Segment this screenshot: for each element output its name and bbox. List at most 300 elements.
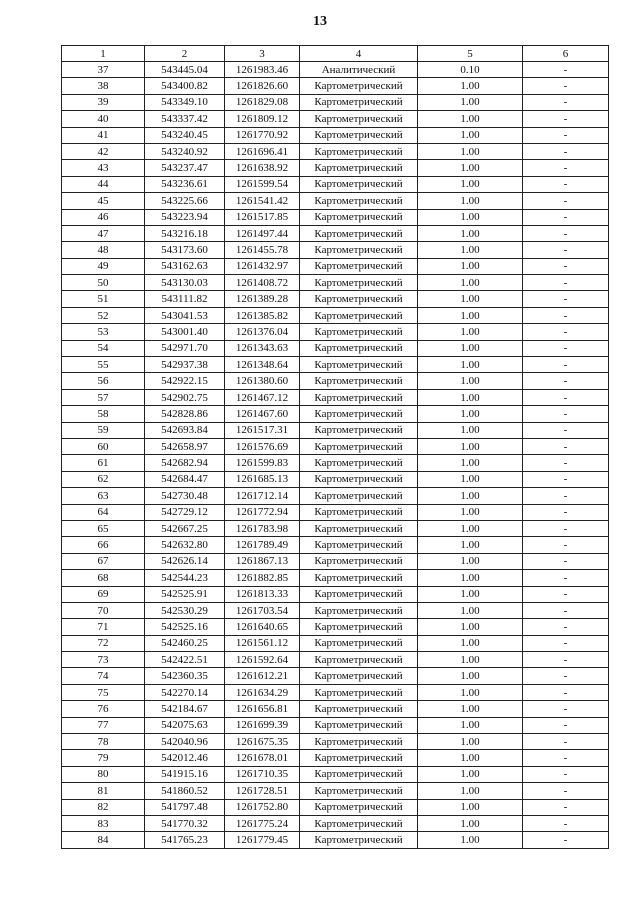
cell-method: Картометрический: [300, 586, 418, 602]
table-row: [62, 537, 609, 553]
cell-note: -: [523, 832, 609, 848]
cell-method: Картометрический: [300, 357, 418, 373]
cell-y-coordinate: 1261634.29: [225, 684, 300, 700]
cell-x-coordinate: 542075.63: [145, 717, 225, 733]
table-row: [62, 717, 609, 733]
cell-method: Картометрический: [300, 275, 418, 291]
cell-accuracy: 1.00: [418, 799, 523, 815]
cell-point-number: 82: [62, 799, 145, 815]
cell-x-coordinate: 542360.35: [145, 668, 225, 684]
cell-point-number: 37: [62, 62, 145, 78]
cell-y-coordinate: 1261696.41: [225, 143, 300, 159]
cell-x-coordinate: 541765.23: [145, 832, 225, 848]
table-row: [62, 701, 609, 717]
cell-method: Картометрический: [300, 373, 418, 389]
table-row: [62, 389, 609, 405]
table-row: [62, 176, 609, 192]
cell-x-coordinate: 543337.42: [145, 111, 225, 127]
cell-y-coordinate: 1261385.82: [225, 307, 300, 323]
cell-y-coordinate: 1261728.51: [225, 783, 300, 799]
cell-note: -: [523, 62, 609, 78]
cell-accuracy: 1.00: [418, 422, 523, 438]
cell-point-number: 67: [62, 553, 145, 569]
cell-accuracy: 1.00: [418, 783, 523, 799]
cell-note: -: [523, 537, 609, 553]
cell-accuracy: 1.00: [418, 684, 523, 700]
cell-y-coordinate: 1261455.78: [225, 242, 300, 258]
cell-point-number: 51: [62, 291, 145, 307]
cell-point-number: 49: [62, 258, 145, 274]
column-header-3: 3: [225, 46, 300, 62]
table-header: [62, 46, 609, 62]
cell-method: Картометрический: [300, 111, 418, 127]
cell-method: Картометрический: [300, 455, 418, 471]
cell-y-coordinate: 1261517.31: [225, 422, 300, 438]
cell-x-coordinate: 543216.18: [145, 225, 225, 241]
cell-y-coordinate: 1261592.64: [225, 652, 300, 668]
cell-point-number: 38: [62, 78, 145, 94]
cell-point-number: 66: [62, 537, 145, 553]
cell-note: -: [523, 504, 609, 520]
cell-note: -: [523, 242, 609, 258]
coordinates-table: [61, 45, 609, 849]
cell-y-coordinate: 1261599.54: [225, 176, 300, 192]
cell-method: Картометрический: [300, 488, 418, 504]
cell-accuracy: 1.00: [418, 357, 523, 373]
cell-y-coordinate: 1261882.85: [225, 570, 300, 586]
table-row: [62, 684, 609, 700]
cell-method: Картометрический: [300, 570, 418, 586]
cell-x-coordinate: 542658.97: [145, 438, 225, 454]
table-row: [62, 406, 609, 422]
cell-method: Картометрический: [300, 652, 418, 668]
cell-note: -: [523, 602, 609, 618]
cell-point-number: 73: [62, 652, 145, 668]
cell-note: -: [523, 734, 609, 750]
cell-note: -: [523, 143, 609, 159]
cell-note: -: [523, 78, 609, 94]
table-row: [62, 225, 609, 241]
cell-method: Картометрический: [300, 619, 418, 635]
cell-method: Картометрический: [300, 635, 418, 651]
table-row: [62, 62, 609, 78]
table-row: [62, 619, 609, 635]
cell-x-coordinate: 543223.94: [145, 209, 225, 225]
cell-point-number: 62: [62, 471, 145, 487]
cell-point-number: 52: [62, 307, 145, 323]
table-row: [62, 586, 609, 602]
cell-x-coordinate: 543236.61: [145, 176, 225, 192]
cell-note: -: [523, 357, 609, 373]
cell-x-coordinate: 543240.45: [145, 127, 225, 143]
cell-y-coordinate: 1261541.42: [225, 193, 300, 209]
cell-accuracy: 1.00: [418, 471, 523, 487]
cell-note: -: [523, 291, 609, 307]
cell-accuracy: 1.00: [418, 438, 523, 454]
table-row: [62, 193, 609, 209]
cell-x-coordinate: 542828.86: [145, 406, 225, 422]
cell-x-coordinate: 542693.84: [145, 422, 225, 438]
table-row: [62, 635, 609, 651]
cell-point-number: 47: [62, 225, 145, 241]
table-row: [62, 750, 609, 766]
cell-note: -: [523, 701, 609, 717]
cell-accuracy: 1.00: [418, 258, 523, 274]
cell-method: Картометрический: [300, 406, 418, 422]
cell-x-coordinate: 542937.38: [145, 357, 225, 373]
cell-x-coordinate: 542922.15: [145, 373, 225, 389]
cell-note: -: [523, 389, 609, 405]
cell-method: Картометрический: [300, 291, 418, 307]
cell-x-coordinate: 543237.47: [145, 160, 225, 176]
cell-y-coordinate: 1261376.04: [225, 324, 300, 340]
cell-note: -: [523, 815, 609, 831]
cell-y-coordinate: 1261772.94: [225, 504, 300, 520]
cell-method: Картометрический: [300, 717, 418, 733]
cell-x-coordinate: 543173.60: [145, 242, 225, 258]
cell-method: Картометрический: [300, 815, 418, 831]
cell-point-number: 42: [62, 143, 145, 159]
cell-accuracy: 1.00: [418, 750, 523, 766]
cell-method: Картометрический: [300, 553, 418, 569]
cell-x-coordinate: 542902.75: [145, 389, 225, 405]
cell-point-number: 84: [62, 832, 145, 848]
cell-x-coordinate: 542012.46: [145, 750, 225, 766]
cell-point-number: 80: [62, 766, 145, 782]
cell-x-coordinate: 542040.96: [145, 734, 225, 750]
table-row: [62, 209, 609, 225]
cell-accuracy: 1.00: [418, 832, 523, 848]
cell-x-coordinate: 542684.47: [145, 471, 225, 487]
cell-note: -: [523, 750, 609, 766]
table-row: [62, 160, 609, 176]
cell-point-number: 70: [62, 602, 145, 618]
cell-y-coordinate: 1261685.13: [225, 471, 300, 487]
cell-method: Картометрический: [300, 750, 418, 766]
table-row: [62, 799, 609, 815]
cell-accuracy: 1.00: [418, 242, 523, 258]
cell-point-number: 79: [62, 750, 145, 766]
cell-method: Картометрический: [300, 143, 418, 159]
cell-point-number: 54: [62, 340, 145, 356]
cell-x-coordinate: 542682.94: [145, 455, 225, 471]
cell-note: -: [523, 652, 609, 668]
cell-method: Картометрический: [300, 438, 418, 454]
cell-note: -: [523, 422, 609, 438]
cell-note: -: [523, 94, 609, 110]
cell-accuracy: 1.00: [418, 635, 523, 651]
cell-method: Картометрический: [300, 324, 418, 340]
table-row: [62, 668, 609, 684]
cell-x-coordinate: 543041.53: [145, 307, 225, 323]
column-header-1: 1: [62, 46, 145, 62]
cell-accuracy: 1.00: [418, 553, 523, 569]
cell-point-number: 44: [62, 176, 145, 192]
table-row: [62, 520, 609, 536]
cell-accuracy: 1.00: [418, 701, 523, 717]
cell-y-coordinate: 1261789.49: [225, 537, 300, 553]
cell-point-number: 83: [62, 815, 145, 831]
cell-x-coordinate: 542667.25: [145, 520, 225, 536]
cell-method: Картометрический: [300, 701, 418, 717]
cell-point-number: 76: [62, 701, 145, 717]
cell-accuracy: 1.00: [418, 619, 523, 635]
cell-method: Картометрический: [300, 127, 418, 143]
cell-point-number: 40: [62, 111, 145, 127]
cell-accuracy: 1.00: [418, 307, 523, 323]
cell-x-coordinate: 541797.48: [145, 799, 225, 815]
cell-method: Картометрический: [300, 734, 418, 750]
table-body: [62, 62, 609, 849]
cell-accuracy: 1.00: [418, 291, 523, 307]
column-header-6: 6: [523, 46, 609, 62]
cell-accuracy: 1.00: [418, 586, 523, 602]
cell-accuracy: 1.00: [418, 488, 523, 504]
cell-x-coordinate: 542460.25: [145, 635, 225, 651]
cell-y-coordinate: 1261675.35: [225, 734, 300, 750]
table-row: [62, 438, 609, 454]
cell-method: Картометрический: [300, 160, 418, 176]
cell-note: -: [523, 176, 609, 192]
cell-point-number: 50: [62, 275, 145, 291]
cell-method: Картометрический: [300, 258, 418, 274]
cell-method: Картометрический: [300, 684, 418, 700]
cell-method: Картометрический: [300, 340, 418, 356]
cell-note: -: [523, 635, 609, 651]
cell-accuracy: 0.10: [418, 62, 523, 78]
cell-x-coordinate: 543001.40: [145, 324, 225, 340]
cell-accuracy: 1.00: [418, 111, 523, 127]
cell-point-number: 68: [62, 570, 145, 586]
cell-point-number: 69: [62, 586, 145, 602]
cell-point-number: 45: [62, 193, 145, 209]
column-header-5: 5: [418, 46, 523, 62]
table-row: [62, 455, 609, 471]
cell-point-number: 58: [62, 406, 145, 422]
cell-note: -: [523, 373, 609, 389]
cell-y-coordinate: 1261770.92: [225, 127, 300, 143]
cell-note: -: [523, 160, 609, 176]
cell-accuracy: 1.00: [418, 520, 523, 536]
cell-method: Картометрический: [300, 176, 418, 192]
cell-note: -: [523, 307, 609, 323]
cell-note: -: [523, 783, 609, 799]
cell-y-coordinate: 1261408.72: [225, 275, 300, 291]
cell-accuracy: 1.00: [418, 815, 523, 831]
cell-accuracy: 1.00: [418, 127, 523, 143]
cell-note: -: [523, 324, 609, 340]
table-row: [62, 127, 609, 143]
cell-point-number: 41: [62, 127, 145, 143]
table-row: [62, 94, 609, 110]
cell-x-coordinate: 543240.92: [145, 143, 225, 159]
cell-note: -: [523, 455, 609, 471]
cell-y-coordinate: 1261640.65: [225, 619, 300, 635]
table-row: [62, 357, 609, 373]
cell-note: -: [523, 488, 609, 504]
table-row: [62, 504, 609, 520]
cell-y-coordinate: 1261703.54: [225, 602, 300, 618]
cell-method: Картометрический: [300, 78, 418, 94]
cell-y-coordinate: 1261829.08: [225, 94, 300, 110]
cell-accuracy: 1.00: [418, 193, 523, 209]
cell-y-coordinate: 1261576.69: [225, 438, 300, 454]
cell-method: Картометрический: [300, 307, 418, 323]
cell-point-number: 48: [62, 242, 145, 258]
cell-note: -: [523, 619, 609, 635]
cell-y-coordinate: 1261517.85: [225, 209, 300, 225]
cell-x-coordinate: 541860.52: [145, 783, 225, 799]
cell-x-coordinate: 542729.12: [145, 504, 225, 520]
table-row: [62, 307, 609, 323]
cell-accuracy: 1.00: [418, 373, 523, 389]
cell-note: -: [523, 668, 609, 684]
cell-x-coordinate: 543445.04: [145, 62, 225, 78]
cell-x-coordinate: 543400.82: [145, 78, 225, 94]
table-row: [62, 570, 609, 586]
cell-accuracy: 1.00: [418, 176, 523, 192]
cell-accuracy: 1.00: [418, 94, 523, 110]
cell-point-number: 72: [62, 635, 145, 651]
cell-x-coordinate: 542632.80: [145, 537, 225, 553]
cell-method: Картометрический: [300, 520, 418, 536]
page-number: 13: [313, 14, 327, 29]
table-row: [62, 78, 609, 94]
cell-point-number: 64: [62, 504, 145, 520]
cell-point-number: 71: [62, 619, 145, 635]
cell-note: -: [523, 258, 609, 274]
cell-method: Картометрический: [300, 471, 418, 487]
cell-y-coordinate: 1261752.80: [225, 799, 300, 815]
cell-point-number: 65: [62, 520, 145, 536]
cell-y-coordinate: 1261612.21: [225, 668, 300, 684]
cell-y-coordinate: 1261599.83: [225, 455, 300, 471]
cell-point-number: 63: [62, 488, 145, 504]
cell-accuracy: 1.00: [418, 766, 523, 782]
cell-point-number: 77: [62, 717, 145, 733]
cell-y-coordinate: 1261348.64: [225, 357, 300, 373]
cell-x-coordinate: 542971.70: [145, 340, 225, 356]
cell-method: Картометрический: [300, 668, 418, 684]
cell-y-coordinate: 1261343.63: [225, 340, 300, 356]
cell-x-coordinate: 543225.66: [145, 193, 225, 209]
cell-accuracy: 1.00: [418, 209, 523, 225]
cell-note: -: [523, 340, 609, 356]
table-row: [62, 373, 609, 389]
cell-point-number: 56: [62, 373, 145, 389]
cell-y-coordinate: 1261867.13: [225, 553, 300, 569]
cell-y-coordinate: 1261678.01: [225, 750, 300, 766]
cell-accuracy: 1.00: [418, 143, 523, 159]
cell-method: Картометрический: [300, 832, 418, 848]
cell-note: -: [523, 586, 609, 602]
cell-accuracy: 1.00: [418, 602, 523, 618]
cell-accuracy: 1.00: [418, 537, 523, 553]
table-row: [62, 242, 609, 258]
cell-method: Картометрический: [300, 193, 418, 209]
cell-y-coordinate: 1261779.45: [225, 832, 300, 848]
cell-x-coordinate: 542525.16: [145, 619, 225, 635]
cell-method: Картометрический: [300, 422, 418, 438]
cell-note: -: [523, 275, 609, 291]
cell-x-coordinate: 541770.32: [145, 815, 225, 831]
cell-x-coordinate: 542544.23: [145, 570, 225, 586]
header-row: [62, 46, 609, 62]
cell-method: Картометрический: [300, 783, 418, 799]
cell-accuracy: 1.00: [418, 340, 523, 356]
cell-x-coordinate: 542270.14: [145, 684, 225, 700]
cell-y-coordinate: 1261656.81: [225, 701, 300, 717]
cell-accuracy: 1.00: [418, 717, 523, 733]
cell-y-coordinate: 1261389.28: [225, 291, 300, 307]
cell-y-coordinate: 1261710.35: [225, 766, 300, 782]
cell-x-coordinate: 543111.82: [145, 291, 225, 307]
table-row: [62, 291, 609, 307]
cell-note: -: [523, 553, 609, 569]
cell-y-coordinate: 1261783.98: [225, 520, 300, 536]
cell-y-coordinate: 1261467.60: [225, 406, 300, 422]
cell-y-coordinate: 1261497.44: [225, 225, 300, 241]
cell-point-number: 39: [62, 94, 145, 110]
cell-method: Картометрический: [300, 225, 418, 241]
cell-note: -: [523, 225, 609, 241]
cell-point-number: 46: [62, 209, 145, 225]
cell-note: -: [523, 193, 609, 209]
cell-note: -: [523, 717, 609, 733]
cell-method: Картометрический: [300, 602, 418, 618]
cell-note: -: [523, 684, 609, 700]
cell-accuracy: 1.00: [418, 225, 523, 241]
cell-accuracy: 1.00: [418, 652, 523, 668]
cell-point-number: 59: [62, 422, 145, 438]
table-row: [62, 766, 609, 782]
cell-y-coordinate: 1261561.12: [225, 635, 300, 651]
table-row: [62, 488, 609, 504]
cell-x-coordinate: 542184.67: [145, 701, 225, 717]
cell-x-coordinate: 541915.16: [145, 766, 225, 782]
cell-point-number: 55: [62, 357, 145, 373]
cell-x-coordinate: 542730.48: [145, 488, 225, 504]
cell-point-number: 78: [62, 734, 145, 750]
cell-y-coordinate: 1261712.14: [225, 488, 300, 504]
cell-point-number: 75: [62, 684, 145, 700]
cell-y-coordinate: 1261699.39: [225, 717, 300, 733]
cell-y-coordinate: 1261380.60: [225, 373, 300, 389]
table-row: [62, 815, 609, 831]
column-header-2: 2: [145, 46, 225, 62]
cell-y-coordinate: 1261983.46: [225, 62, 300, 78]
cell-point-number: 57: [62, 389, 145, 405]
cell-point-number: 81: [62, 783, 145, 799]
table-row: [62, 340, 609, 356]
cell-note: -: [523, 111, 609, 127]
cell-method: Аналитический: [300, 62, 418, 78]
cell-x-coordinate: 543162.63: [145, 258, 225, 274]
cell-x-coordinate: 542525.91: [145, 586, 225, 602]
cell-method: Картометрический: [300, 94, 418, 110]
table-row: [62, 832, 609, 848]
cell-method: Картометрический: [300, 537, 418, 553]
cell-x-coordinate: 542422.51: [145, 652, 225, 668]
table-row: [62, 602, 609, 618]
table-row: [62, 111, 609, 127]
table-row: [62, 422, 609, 438]
cell-y-coordinate: 1261638.92: [225, 160, 300, 176]
cell-note: -: [523, 406, 609, 422]
cell-accuracy: 1.00: [418, 455, 523, 471]
table-row: [62, 275, 609, 291]
cell-note: -: [523, 438, 609, 454]
